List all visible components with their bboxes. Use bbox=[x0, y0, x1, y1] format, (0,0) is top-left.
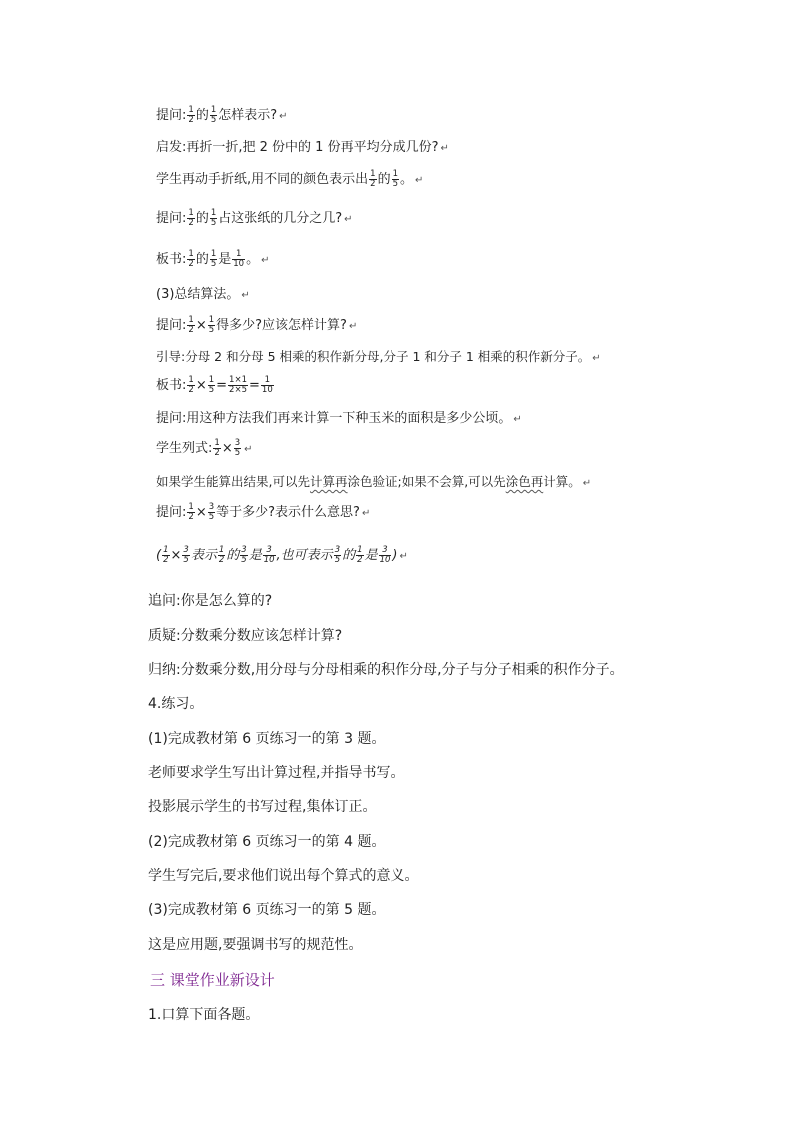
fraction: $\frac{3}{10}$ bbox=[263, 545, 275, 565]
paragraph-mark: ↵ bbox=[244, 444, 253, 455]
line-text: 提问: bbox=[156, 108, 187, 123]
paragraph-mark: ↵ bbox=[513, 414, 522, 425]
exercise-item: (1)完成教材第 6 页练习一的第 3 题。 bbox=[148, 731, 386, 747]
summary-line: 归纳:分数乘分数,用分母与分母相乘的积作分母,分子与分子相乘的积作分子。 bbox=[148, 662, 624, 678]
activity-line: 学生再动手折纸,用不同的颜色表示出 $\frac{1}{2}$ 的 $\frac{1}{5}$ 。 ↵ bbox=[156, 169, 424, 189]
exercise-note: 老师要求学生写出计算过程,并指导书写。 bbox=[148, 765, 405, 781]
step-heading: (3)总结算法。 ↵ bbox=[156, 287, 250, 302]
fraction: $\frac{3}{10}$ bbox=[379, 545, 391, 565]
hint-line: 启发:再折一折,把 2 份中的 1 份再平均分成几份? ↵ bbox=[156, 140, 449, 155]
fraction: $\frac{1}{2}$ bbox=[188, 105, 194, 125]
paragraph-mark: ↵ bbox=[582, 478, 592, 489]
fraction: $\frac{3}{5}$ bbox=[241, 545, 247, 565]
paragraph-mark: ↵ bbox=[279, 111, 288, 122]
fraction: $\frac{1}{5}$ bbox=[392, 169, 398, 189]
instruction-line: 如果学生能算出结果,可以先计算再涂色验证;如果不会算,可以先涂色再计算。 ↵ bbox=[156, 474, 592, 489]
follow-up-line: 追问:你是怎么算的? bbox=[148, 593, 273, 609]
wavy-underlined-text: 计算再 bbox=[309, 474, 348, 489]
exercise-note: 投影展示学生的书写过程,集体订正。 bbox=[148, 799, 377, 815]
fraction: $\frac{1\times 1}{2\times 5}$ bbox=[229, 375, 247, 395]
board-note-line: 板书: $\frac{1}{2}$ 的 $\frac{1}{5}$ 是 $\frac{1}{10}$ 。 ↵ bbox=[156, 249, 270, 269]
paragraph-mark: ↵ bbox=[261, 255, 270, 266]
fraction: $\frac{1}{2}$ bbox=[357, 545, 363, 565]
student-expression-line: 学生列式: $\frac{1}{2}$ × $\frac{3}{5}$ ↵ bbox=[156, 438, 253, 458]
explanation-line: ( $\frac{1}{2}$ × $\frac{3}{5}$ 表示 $\frac{1}{2}$ 的 $\frac{3}{5}$ 是 $\frac{3}{10}$ ,也可表示 $\frac{3}{5}$ 的 $\frac{1}{2}$ 是 $\frac{3}{10}$ ) ↵ bbox=[156, 545, 408, 565]
paragraph-mark: ↵ bbox=[348, 321, 358, 332]
fraction: $\frac{3}{5}$ bbox=[234, 438, 241, 458]
paragraph-mark: ↵ bbox=[592, 353, 601, 364]
section-heading: 三 课堂作业新设计 bbox=[150, 971, 275, 989]
challenge-line: 质疑:分数乘分数应该怎样计算? bbox=[148, 628, 343, 644]
fraction: $\frac{1}{2}$ bbox=[370, 169, 376, 189]
fraction: $\frac{3}{5}$ bbox=[334, 545, 341, 565]
paragraph-mark: ↵ bbox=[361, 508, 371, 519]
fraction: $\frac{1}{10}$ bbox=[261, 375, 273, 395]
fraction: $\frac{1}{5}$ bbox=[210, 249, 217, 269]
fraction: $\frac{1}{2}$ bbox=[218, 545, 225, 565]
fraction: $\frac{1}{5}$ bbox=[210, 105, 217, 125]
paragraph-mark: ↵ bbox=[399, 551, 408, 562]
fraction: $\frac{1}{5}$ bbox=[208, 315, 215, 335]
fraction: $\frac{1}{2}$ bbox=[188, 315, 194, 335]
exercise-note: 学生写完后,要求他们说出每个算式的意义。 bbox=[148, 868, 419, 884]
fraction: $\frac{1}{10}$ bbox=[233, 249, 245, 269]
fraction: $\frac{1}{2}$ bbox=[188, 502, 194, 522]
fraction: $\frac{3}{5}$ bbox=[183, 545, 189, 565]
paragraph-mark: ↵ bbox=[344, 214, 353, 225]
exercise-item: (2)完成教材第 6 页练习一的第 4 题。 bbox=[148, 834, 386, 850]
exercise-note: 这是应用题,要强调书写的规范性。 bbox=[148, 937, 363, 953]
fraction: $\frac{3}{5}$ bbox=[208, 502, 215, 522]
paragraph-mark: ↵ bbox=[440, 143, 449, 154]
section-label: 4.练习。 bbox=[148, 696, 204, 712]
fraction: $\frac{1}{2}$ bbox=[188, 208, 194, 228]
fraction: $\frac{1}{5}$ bbox=[208, 375, 215, 395]
question-line: 提问: $\frac{1}{2}$ 的 $\frac{1}{5}$ 怎样表示? ↵ bbox=[156, 105, 288, 125]
question-line: 提问: $\frac{1}{2}$ × $\frac{1}{5}$ 得多少?应该怎样计算? ↵ bbox=[156, 315, 358, 335]
homework-item: 1.口算下面各题。 bbox=[148, 1007, 260, 1023]
question-line: 提问: $\frac{1}{2}$ × $\frac{3}{5}$ 等于多少?表示什么意思? ↵ bbox=[156, 502, 371, 522]
fraction: $\frac{1}{2}$ bbox=[214, 438, 220, 458]
question-line: 提问: $\frac{1}{2}$ 的 $\frac{1}{5}$ 占这张纸的几分之几? ↵ bbox=[156, 208, 353, 228]
fraction: $\frac{1}{2}$ bbox=[188, 375, 194, 395]
paragraph-mark: ↵ bbox=[241, 290, 250, 301]
fraction: $\frac{1}{5}$ bbox=[210, 208, 217, 228]
paragraph-mark: ↵ bbox=[415, 175, 424, 186]
question-line: 提问:用这种方法我们再来计算一下种玉米的面积是多少公顷。 ↵ bbox=[156, 411, 522, 426]
guide-line: 引导:分母 2 和分母 5 相乘的积作新分母,分子 1 和分子 1 相乘的积作新分子。 ↵ bbox=[156, 349, 601, 364]
fraction: $\frac{1}{2}$ bbox=[163, 545, 169, 565]
wavy-underlined-text: 涂色再 bbox=[505, 474, 544, 489]
fraction: $\frac{1}{2}$ bbox=[188, 249, 194, 269]
board-note-line: 板书: $\frac{1}{2}$ × $\frac{1}{5}$ = $\frac{1\times 1}{2\times 5}$ = $\frac{1}{10}$ bbox=[156, 375, 273, 395]
exercise-item: (3)完成教材第 6 页练习一的第 5 题。 bbox=[148, 902, 386, 918]
